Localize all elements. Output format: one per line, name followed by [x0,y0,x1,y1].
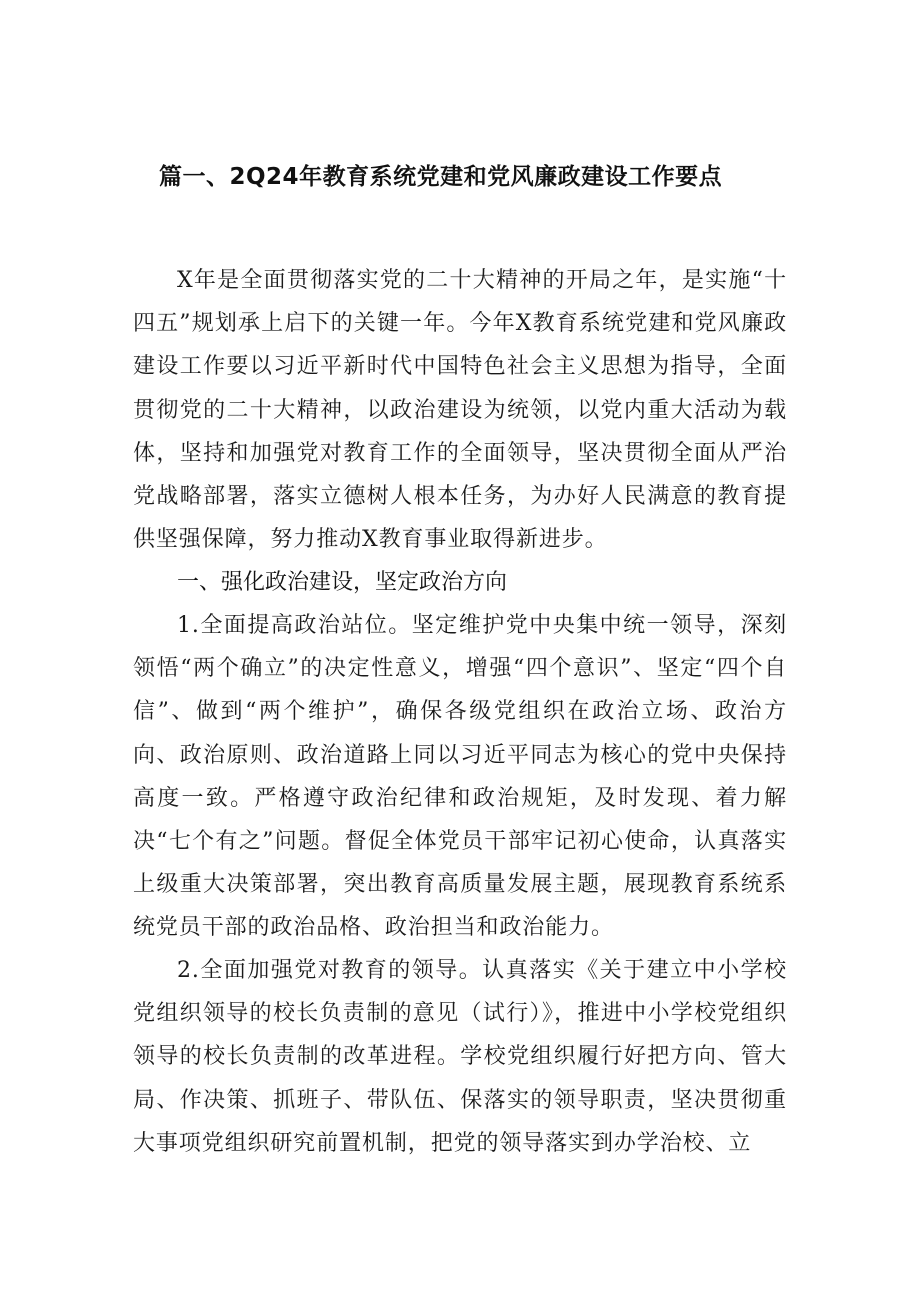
intro-paragraph: X年是全面贯彻落实党的二十大精神的开局之年，是实施“十四五”规划承上启下的关键一年。今年X教育系统党建和党风廉政建设工作要以习近平新时代中国特色社会主义思想为指导，全面贯彻党的二十大精神，以政治建设为统领，以党内重大活动为载体，坚持和加强党对教育工作的全面领导，坚决贯彻全面从严治党战略部署，落实立德树人根本任务，为办好人民满意的教育提供坚强保障，努力推动X教育事业取得新进步。 [133,268,787,553]
section-1-heading: 一、强化政治建设，坚定政治方向 [177,570,508,595]
item-2-paragraph: 2.全面加强党对教育的领导。认真落实《关于建立中小学校党组织领导的校长负责制的意见（试行）》，推进中小学校党组织领导的校长负责制的改革进程。学校党组织履行好把方向、管大局、作决策、抓班子、带队伍、保落实的领导职责，坚决贯彻重大事项党组织研究前置机制，把党的领导落实到办学治校、立 [133,958,787,1156]
item-1-paragraph: 1.全面提高政治站位。坚定维护党中央集中统一领导，深刻领悟“两个确立”的决定性意义，增强“四个意识”、坚定“四个自信”、做到“两个维护”，确保各级党组织在政治立场、政治方向、政治原则、政治道路上同以习近平同志为核心的党中央保持高度一致。严格遵守政治纪律和政治规矩，及时发现、着力解决“七个有之”问题。督促全体党员干部牢记初心使命，认真落实上级重大决策部署，突出教育高质量发展主题，展现教育系统系统党员干部的政治品格、政治担当和政治能力。 [133,613,787,941]
document-title: 篇一、2Q24年教育系统党建和党风廉政建设工作要点 [159,164,723,190]
